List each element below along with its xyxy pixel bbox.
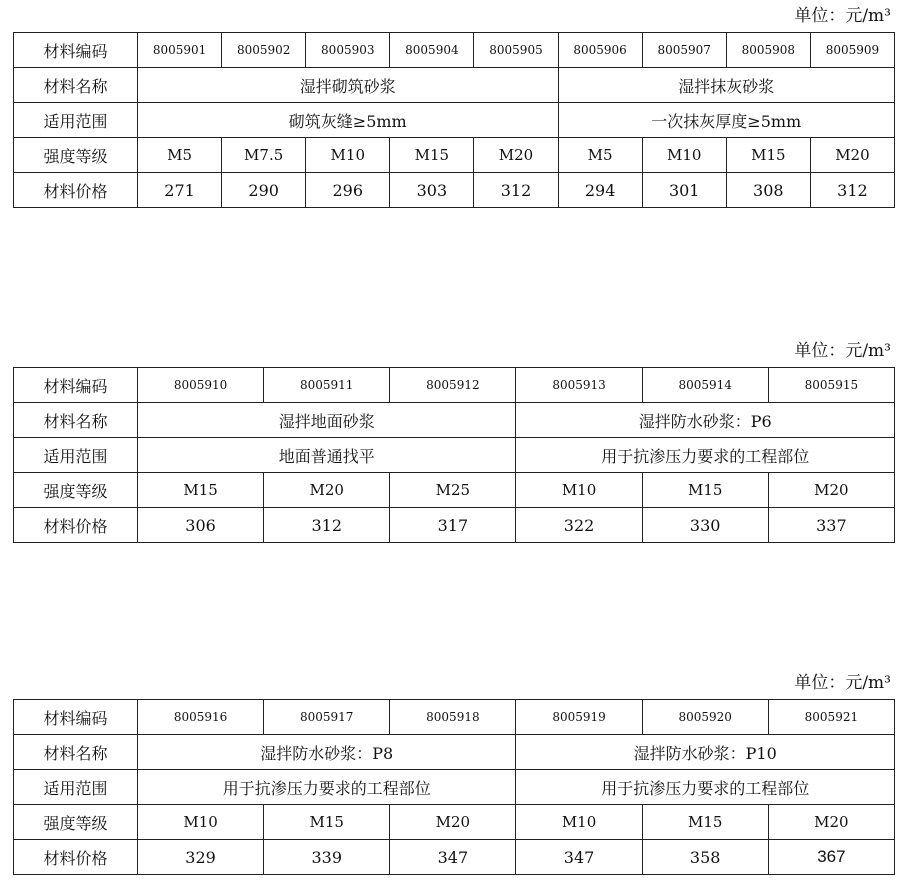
material-code: 8005915 xyxy=(768,368,894,403)
material-price: 306 xyxy=(138,508,264,543)
table-row xyxy=(14,68,895,103)
material-code: 8005916 xyxy=(138,700,264,735)
row-label-scope: 适用范围 xyxy=(14,438,138,473)
row-label-grade: 强度等级 xyxy=(14,805,138,840)
strength-grade: M10 xyxy=(642,138,726,173)
material-price: 367 xyxy=(768,840,894,875)
table-row xyxy=(14,840,895,875)
table-row xyxy=(14,770,895,805)
material-code: 8005906 xyxy=(558,33,642,68)
strength-grade: M10 xyxy=(306,138,390,173)
material-code: 8005919 xyxy=(516,700,642,735)
material-name: 湿拌防水砂浆：P10 xyxy=(516,735,895,770)
material-price: 308 xyxy=(726,173,810,208)
material-code: 8005912 xyxy=(390,368,516,403)
material-name: 湿拌地面砂浆 xyxy=(138,403,516,438)
material-name: 湿拌防水砂浆：P6 xyxy=(516,403,895,438)
material-code: 8005921 xyxy=(768,700,894,735)
table-row xyxy=(14,735,895,770)
material-price: 296 xyxy=(306,173,390,208)
material-code: 8005911 xyxy=(264,368,390,403)
strength-grade: M5 xyxy=(558,138,642,173)
material-code: 8005917 xyxy=(264,700,390,735)
table-row xyxy=(14,508,895,543)
row-label-price: 材料价格 xyxy=(14,508,138,543)
table-row xyxy=(14,700,895,735)
table-row xyxy=(14,33,895,68)
material-code: 8005907 xyxy=(642,33,726,68)
unit-label: 单位：元/m³ xyxy=(794,673,891,693)
row-label-code: 材料编码 xyxy=(14,33,138,68)
material-price: 347 xyxy=(390,840,516,875)
row-label-scope: 适用范围 xyxy=(14,770,138,805)
material-price: 271 xyxy=(138,173,222,208)
strength-grade: M20 xyxy=(264,473,390,508)
price-table xyxy=(13,367,895,543)
application-scope: 一次抹灰厚度≥5mm xyxy=(558,103,894,138)
row-label-grade: 强度等级 xyxy=(14,138,138,173)
material-price: 329 xyxy=(138,840,264,875)
material-code: 8005901 xyxy=(138,33,222,68)
material-code: 8005910 xyxy=(138,368,264,403)
material-code: 8005918 xyxy=(390,700,516,735)
strength-grade: M7.5 xyxy=(222,138,306,173)
strength-grade: M10 xyxy=(516,473,642,508)
material-code: 8005909 xyxy=(810,33,894,68)
material-price: 312 xyxy=(810,173,894,208)
row-label-name: 材料名称 xyxy=(14,735,138,770)
strength-grade: M10 xyxy=(138,805,264,840)
strength-grade: M20 xyxy=(768,805,894,840)
strength-grade: M15 xyxy=(642,473,768,508)
strength-grade: M15 xyxy=(138,473,264,508)
table-row xyxy=(14,103,895,138)
strength-grade: M10 xyxy=(516,805,642,840)
material-price: 339 xyxy=(264,840,390,875)
material-price: 312 xyxy=(474,173,558,208)
material-price: 322 xyxy=(516,508,642,543)
material-price: 358 xyxy=(642,840,768,875)
material-code: 8005913 xyxy=(516,368,642,403)
material-price: 290 xyxy=(222,173,306,208)
table-row xyxy=(14,173,895,208)
material-price: 303 xyxy=(390,173,474,208)
material-code: 8005914 xyxy=(642,368,768,403)
material-price: 312 xyxy=(264,508,390,543)
row-label-scope: 适用范围 xyxy=(14,103,138,138)
material-name: 湿拌砌筑砂浆 xyxy=(138,68,559,103)
strength-grade: M20 xyxy=(768,473,894,508)
application-scope: 用于抗渗压力要求的工程部位 xyxy=(138,770,516,805)
table-row xyxy=(14,403,895,438)
material-code: 8005920 xyxy=(642,700,768,735)
material-price: 330 xyxy=(642,508,768,543)
strength-grade: M20 xyxy=(390,805,516,840)
material-price: 301 xyxy=(642,173,726,208)
table-row xyxy=(14,138,895,173)
price-table xyxy=(13,699,895,875)
material-code: 8005908 xyxy=(726,33,810,68)
material-price: 294 xyxy=(558,173,642,208)
application-scope: 用于抗渗压力要求的工程部位 xyxy=(516,770,895,805)
row-label-code: 材料编码 xyxy=(14,700,138,735)
material-code: 8005904 xyxy=(390,33,474,68)
table-row xyxy=(14,438,895,473)
material-name: 湿拌防水砂浆：P8 xyxy=(138,735,516,770)
strength-grade: M15 xyxy=(726,138,810,173)
row-label-price: 材料价格 xyxy=(14,840,138,875)
strength-grade: M15 xyxy=(642,805,768,840)
row-label-code: 材料编码 xyxy=(14,368,138,403)
material-code: 8005902 xyxy=(222,33,306,68)
table-row xyxy=(14,368,895,403)
application-scope: 用于抗渗压力要求的工程部位 xyxy=(516,438,895,473)
strength-grade: M20 xyxy=(474,138,558,173)
row-label-grade: 强度等级 xyxy=(14,473,138,508)
table-row xyxy=(14,805,895,840)
price-table xyxy=(13,32,895,208)
material-name: 湿拌抹灰砂浆 xyxy=(558,68,894,103)
unit-label: 单位：元/m³ xyxy=(794,341,891,361)
material-code: 8005905 xyxy=(474,33,558,68)
row-label-name: 材料名称 xyxy=(14,403,138,438)
strength-grade: M15 xyxy=(264,805,390,840)
strength-grade: M20 xyxy=(810,138,894,173)
unit-label: 单位：元/m³ xyxy=(794,6,891,26)
strength-grade: M5 xyxy=(138,138,222,173)
application-scope: 砌筑灰缝≥5mm xyxy=(138,103,559,138)
material-price: 347 xyxy=(516,840,642,875)
material-code: 8005903 xyxy=(306,33,390,68)
row-label-name: 材料名称 xyxy=(14,68,138,103)
row-label-price: 材料价格 xyxy=(14,173,138,208)
strength-grade: M15 xyxy=(390,138,474,173)
table-row xyxy=(14,473,895,508)
material-price: 337 xyxy=(768,508,894,543)
material-price: 317 xyxy=(390,508,516,543)
application-scope: 地面普通找平 xyxy=(138,438,516,473)
strength-grade: M25 xyxy=(390,473,516,508)
